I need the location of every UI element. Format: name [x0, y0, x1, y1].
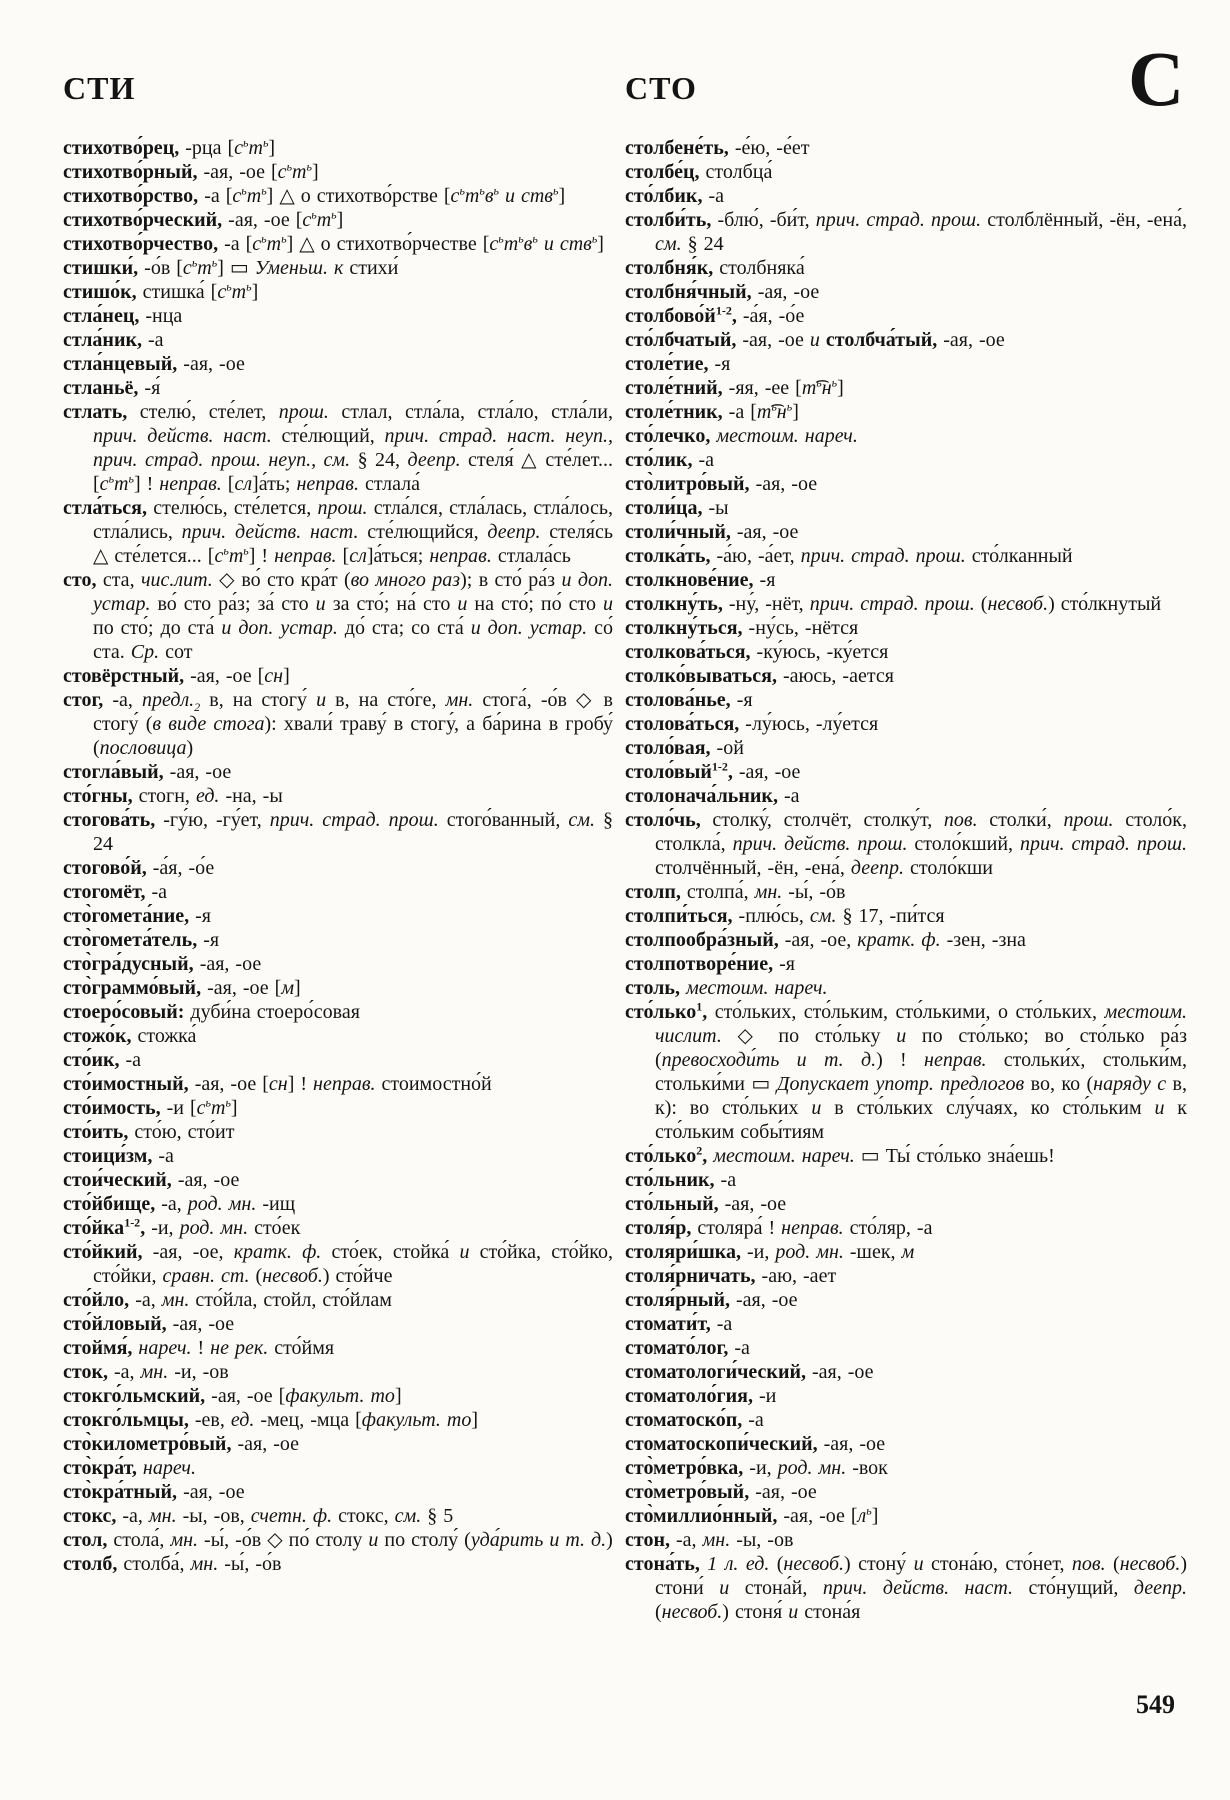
dictionary-entry: стоматоло́гия, -и — [625, 1385, 777, 1407]
dictionary-entry: столбене́ть, -е́ю, -е́ет — [625, 137, 810, 159]
dictionary-entry: сто́йловый, -ая, -ое — [63, 1313, 235, 1335]
dictionary-entry: стожо́к, стожка́ — [63, 1025, 197, 1047]
dictionary-entry: столь, местоим. нареч. — [625, 977, 828, 999]
dictionary-entry: столкну́ться, -ну́сь, -нётся — [625, 617, 859, 639]
dictionary-entry: столка́ть, -а́ю, -а́ет, прич. страд. прош. сто́лканный — [625, 545, 1073, 567]
dictionary-entry: сто̀литро́вый, -ая, -ое — [625, 473, 818, 495]
dictionary-entry: стона́ть, 1 л. ед. (несвоб.) стону́ и стона́ю, сто́нет, пов. (несвоб.) стони́ и стона́й, прич. действ. наст. сто́нущий, деепр. (несвоб.) стоня́ и стона́я — [625, 1553, 1193, 1623]
dictionary-entry: сто́льник, -а — [625, 1169, 737, 1191]
dictionary-entry: сто̀кра́тный, -ая, -ое — [63, 1481, 245, 1503]
dictionary-entry: сто̀гомета́тель, -я — [63, 929, 220, 951]
dictionary-entry: столп, столпа́, мн. -ы́, -о́в — [625, 881, 846, 903]
dictionary-entry: стокс, -а, мн. -ы, -ов, счетн. ф. стокс, см. § 5 — [63, 1505, 454, 1527]
dictionary-entry: столко́вываться, -аюсь, -ается — [625, 665, 894, 687]
dictionary-entry: столби́ть, -блю́, -би́т, прич. страд. прош. столблённый, -ён, -ена́, см. § 24 — [625, 209, 1193, 255]
dictionary-entry: стоици́зм, -а — [63, 1145, 174, 1167]
dictionary-entry: стоеро́совый: дуби́на стоеро́совая — [63, 1001, 360, 1023]
running-head-left: СТИ — [63, 70, 136, 106]
dictionary-entry: стоматологи́ческий, -ая, -ое — [625, 1361, 874, 1383]
dictionary-entry: стон, -а, мн. -ы, -ов — [625, 1529, 794, 1551]
dictionary-entry: столова́нье, -я — [625, 689, 753, 711]
dictionary-entry: столкну́ть, -ну́, -нёт, прич. страд. прош. (несвоб.) сто́лкнутый — [625, 593, 1162, 615]
dictionary-entry: сто́лик, -а — [625, 449, 714, 471]
dictionary-entry: сто́имость, -и $[с^ьт^ь]$ — [63, 1095, 238, 1119]
dictionary-entry: столо́вая, -ой — [625, 737, 744, 759]
dictionary-entry: стла́нцевый, -ая, -ое — [63, 353, 245, 375]
dictionary-entry: столпи́ться, -плю́сь, см. § 17, -пи́тся — [625, 905, 945, 927]
dictionary-entry: стишки́, -о́в $[с^ьт^ь]$ ▭ Уменьш. к стихи́ — [63, 255, 399, 279]
dictionary-entry: стогла́вый, -ая, -ое — [63, 761, 232, 783]
dictionary-entry: сто̀граммо́вый, -ая, -ое [м] — [63, 977, 301, 999]
dictionary-entry: стокго́льмцы, -ев, ед. -мец, -мца [факульт. то] — [63, 1409, 479, 1431]
dictionary-entry: столо́вый$^{1-2}$, -ая, -ое — [625, 759, 801, 783]
section-letter: С — [1128, 35, 1185, 122]
dictionary-entry: столб, столба́, мн. -ы́, -о́в — [63, 1553, 282, 1575]
dictionary-entry: сто̀миллио́нный, -ая, -ое $[л^ь]$ — [625, 1503, 879, 1527]
dictionary-entry: сток, -а, мн. -и, -ов — [63, 1361, 229, 1383]
dictionary-entry: сто̀гра́дусный, -ая, -ое — [63, 953, 262, 975]
dictionary-entry: сто̀метро́вка, -и, род. мн. -вок — [625, 1457, 888, 1479]
dictionary-entry: столя́рничать, -аю, -ает — [625, 1265, 837, 1287]
dictionary-entry: сто́лько$^2$, местоим. нареч. ▭ Ты́ сто́лько зна́ешь! — [625, 1143, 1055, 1167]
dictionary-entry: стихотво́рческий, -ая, -ое $[с^ьт^ь]$ — [63, 207, 344, 231]
dictionary-entry: стокго́льмский, -ая, -ое [факульт. то] — [63, 1385, 402, 1407]
running-head-right: СТО — [625, 70, 697, 106]
dictionary-entry: стланьё, -я́ — [63, 377, 161, 399]
entries-column-left — [63, 135, 620, 1576]
dictionary-entry: сто́лбик, -а — [625, 185, 724, 207]
dictionary-entry: столкнове́ние, -я — [625, 569, 776, 591]
dictionary-entry: столпотворе́ние, -я — [625, 953, 795, 975]
dictionary-entry: сто́льный, -ая, -ое — [625, 1193, 787, 1215]
dictionary-entry: столи́ца, -ы — [625, 497, 729, 519]
dictionary-entry: стои́ческий, -ая, -ое — [63, 1169, 240, 1191]
dictionary-entry: столбня́к, столбняка́ — [625, 257, 805, 279]
dictionary-entry: столяри́шка, -и, род. мн. -шек, м — [625, 1241, 915, 1263]
dictionary-entry: стоматоскопи́ческий, -ая, -ое — [625, 1433, 886, 1455]
dictionary-entry: стла́ться, стелю́сь, сте́лется, прош. стла́лся, стла́лась, стла́лось, стла́лись, прич. действ. наст. сте́лющийся, деепр. стеля́сь △ сте́лется... $[с^ьт^ь]$ ! неправ. [сл]а́ться; неправ. стлала́сь — [63, 497, 619, 567]
dictionary-entry: сто́гны, стогн, ед. -на, -ы — [63, 785, 283, 807]
dictionary-entry: стомато́лог, -а — [625, 1337, 750, 1359]
dictionary-entry: сто́йка$^{1-2}$, -и, род. мн. сто́ек — [63, 1215, 301, 1239]
dictionary-entry: стла́нец, -нца — [63, 305, 183, 327]
dictionary-entry: сто́йкий, -ая, -ое, кратк. ф. сто́ек, стойка́ и сто́йка, сто́йко, сто́йки, сравн. ст. (несвоб.) сто́йче — [63, 1241, 620, 1287]
dictionary-entry: сто́имостный, -ая, -ое [сн] ! неправ. стоимостно́й — [63, 1073, 492, 1095]
dictionary-entry: стла́ник, -а — [63, 329, 164, 351]
dictionary-entry: стоймя́, нареч. ! не рек. сто́ймя — [63, 1337, 335, 1359]
dictionary-entry: столова́ться, -лу́юсь, -лу́ется — [625, 713, 879, 735]
dictionary-entry: столо́чь, столку́, столчёт, столку́т, пов. столки́, прош. столо́к, столкла́, прич. действ. прош. столо́кший, прич. страд. прош. столчённый, -ён, -ена́, деепр. столо́кши — [625, 809, 1194, 879]
dictionary-entry: стогова́ть, -гу́ю, -гу́ет, прич. страд. прош. стого́ванный, см. § 24 — [63, 809, 619, 855]
dictionary-entry: столкова́ться, -ку́юсь, -ку́ется — [625, 641, 889, 663]
dictionary-entry: столпообра́зный, -ая, -ое, кратк. ф. -зен, -зна — [625, 929, 1026, 951]
dictionary-entry: столя́рный, -ая, -ое — [625, 1289, 798, 1311]
dictionary-entry: столе́тие, -я — [625, 353, 731, 375]
dictionary-entry: сто, ста, чис.лит. ◇ во́ сто кра́т (во много раз); в сто́ ра́з и доп. устар. во́ сто ра́з; за́ сто и за сто́; на́ сто и на сто́; по́ сто и по сто́; до ста́ и доп. устар. до́ ста; со ста́ и доп. устар. со́ ста. Ср. сот — [63, 569, 619, 663]
dictionary-entry: сто́йло, -а, мн. сто́йла, стойл, сто́йлам — [63, 1289, 392, 1311]
dictionary-entry: стихотво́рный, -ая, -ое $[с^ьт^ь]$ — [63, 159, 319, 183]
dictionary-entry: сто́ить, сто́ю, сто́ит — [63, 1121, 235, 1143]
dictionary-entry: столбня́чный, -ая, -ое — [625, 281, 820, 303]
dictionary-entry: сто́йбище, -а, род. мн. -ищ — [63, 1193, 296, 1215]
dictionary-entry: сто́лько$^1$, сто́льких, сто́льким, сто́лькими, о сто́льких, местоим. числит. ◇ по сто́льку и по сто́лько; во сто́лько ра́з (превосходи́ть и т. д.) ! неправ. стольки́х, стольки́м, стольки́ми ▭ Допускает употр. предлогов во, ко (наряду с в, к): во сто́льких и в сто́льких слу́чаях, ко сто́льким и к сто́льким собы́тиям — [625, 999, 1194, 1143]
dictionary-entry: стишо́к, стишка́ $[с^ьт^ь]$ — [63, 279, 259, 303]
dictionary-entry: $столбово́й^{1-2}$, -а́я, -о́е — [625, 303, 805, 327]
dictionary-entry: стол, стола́, мн. -ы́, -о́в ◇ по́ столу и по столу́ (уда́рить и т. д.) — [63, 1529, 613, 1551]
dictionary-entry: стовёрстный, -ая, -ое [сн] — [63, 665, 290, 687]
dictionary-entry: столе́тник, -а $[т͡^ьн^ь]$ — [625, 399, 799, 423]
dictionary-entry: стогомёт, -а — [63, 881, 168, 903]
dictionary-entry: сто̀километро́вый, -ая, -ое — [63, 1433, 299, 1455]
dictionary-entry: столе́тний, -яя, -ее $[т͡^ьн^ь]$ — [625, 375, 844, 399]
dictionary-entry: столи́чный, -ая, -ое — [625, 521, 799, 543]
entries-column-right — [625, 136, 1194, 1624]
dictionary-entry: столонача́льник, -а — [625, 785, 800, 807]
dictionary-entry: стоматоско́п, -а — [625, 1409, 764, 1431]
dictionary-entry: стихотво́рчество, -а $[с^ьт^ь]$ △ о стихотво́рчестве [$с^ьт^ьв^ь$ и ств$^ь$] — [63, 231, 604, 255]
dictionary-entry: стогово́й, -а́я, -о́е — [63, 857, 215, 879]
dictionary-entry: сто́лбчатый, -ая, -ое и столбча́тый, -ая, -ое — [625, 329, 1005, 351]
page-number: 549 — [1136, 1690, 1175, 1719]
dictionary-entry: стог, -а, $предл._2$ в, на стогу́ и в, на сто́ге, мн. стога́, -о́в ◇ в стогу́ (в виде стога): хвали́ траву́ в стогу́, а ба́рина в гробу́ (пословица) — [63, 689, 619, 759]
dictionary-entry: столбе́ц, столбца́ — [625, 161, 773, 183]
dictionary-entry: стомати́т, -а — [625, 1313, 733, 1335]
dictionary-entry: столя́р, столяра́ ! неправ. сто́ляр, -а — [625, 1217, 933, 1239]
dictionary-entry: сто́ик, -а — [63, 1049, 142, 1071]
dictionary-entry: стихотво́рство, -а $[с^ьт^ь]$ △ о стихотво́рстве [$с^ьт^ьв^ь$ и ств$^ь$] — [63, 183, 566, 207]
dictionary-entry: сто̀гомета́ние, -я — [63, 905, 211, 927]
dictionary-entry: сто̀метро́вый, -ая, -ое — [625, 1481, 817, 1503]
dictionary-entry: сто̀кра́т, нареч. — [63, 1457, 196, 1479]
dictionary-entry: стихотво́рец, -рца $[с^ьт^ь]$ — [63, 135, 276, 159]
dictionary-entry: сто́лечко, местоим. нареч. — [625, 425, 858, 447]
dictionary-entry: стлать, стелю́, сте́лет, прош. стлал, стла́ла, стла́ло, стла́ли, прич. действ. наст. сте́лющий, прич. страд. наст. неуп., прич. страд. прош. неуп., см. § 24, деепр. стеля́ △ сте́лет... $[с^ьт^ь]$ ! неправ. [сл]а́ть; неправ. стлала́ — [63, 401, 619, 495]
